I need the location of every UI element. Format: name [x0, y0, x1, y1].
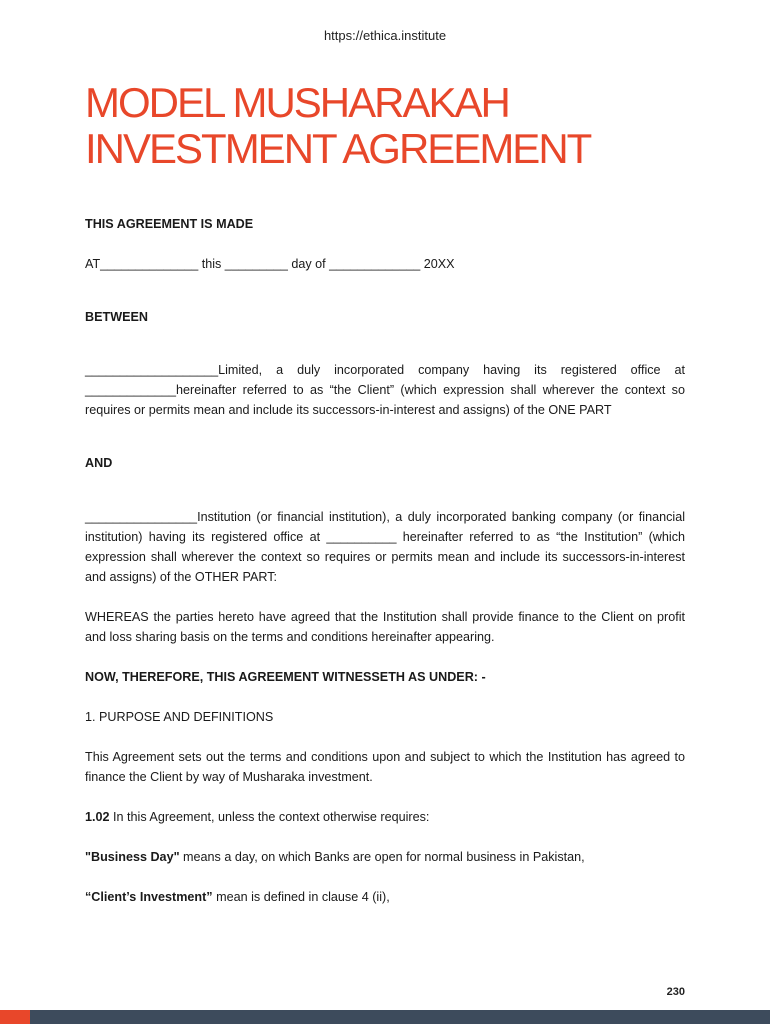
agreement-body	[85, 214, 685, 907]
definition-text: means a day, on which Banks are open for normal business in Pakistan,	[179, 850, 585, 864]
definition-text: mean is defined in clause 4 (ii),	[212, 890, 390, 904]
clause-1-02	[85, 807, 685, 827]
document-title	[85, 80, 590, 172]
made-line: AT______________ this _________ day of _____________ 20XX	[85, 257, 455, 271]
clause-number: 1.02	[85, 810, 110, 824]
page-number: 230	[666, 986, 685, 998]
clause-text: In this Agreement, unless the context otherwise requires:	[109, 810, 430, 824]
title-line-2: INVESTMENT AGREEMENT	[85, 125, 591, 172]
made-heading: THIS AGREEMENT IS MADE	[85, 217, 254, 231]
footer-accent	[0, 1010, 30, 1024]
between-heading: BETWEEN	[85, 310, 148, 324]
whereas-paragraph: WHEREAS the parties hereto have agreed that the Institution shall provide finance to the Client on profit and loss sharing basis on the terms and conditions hereinafter appearing.	[85, 610, 685, 644]
definition-business-day	[85, 847, 685, 867]
definition-term: "Business Day"	[85, 850, 180, 864]
institution-paragraph: ________________Institution (or financial institution), a duly incorporated banking company (or financial institution) having its registered office at __________ hereinafter referred to as “the Institution” (which expression shall wherever the context so requires or permits mean and include its successors-in-interest and assigns) of the OTHER PART:	[85, 510, 685, 584]
source-url: https://ethica.institute	[323, 28, 447, 43]
title-line-1: MODEL MUSHARAKAH	[85, 79, 509, 126]
section-intro: This Agreement sets out the terms and conditions upon and subject to which the Institution has agreed to finance the Client by way of Musharaka investment.	[85, 750, 685, 784]
section-heading: 1. PURPOSE AND DEFINITIONS	[85, 710, 274, 724]
definition-term: “Client’s Investment”	[85, 890, 213, 904]
client-paragraph: ___________________Limited, a duly incorporated company having its registered office at _____________hereinafter referred to as “the Client” (which expression shall wherever the context so requires or permits mean and include its successors-in-interest and assigns) of the ONE PART	[85, 363, 685, 417]
definition-clients-investment	[85, 887, 685, 907]
and-heading: AND	[85, 456, 113, 470]
now-therefore-heading: NOW, THEREFORE, THIS AGREEMENT WITNESSETH AS UNDER: -	[85, 670, 486, 684]
footer-bar	[0, 1010, 770, 1024]
